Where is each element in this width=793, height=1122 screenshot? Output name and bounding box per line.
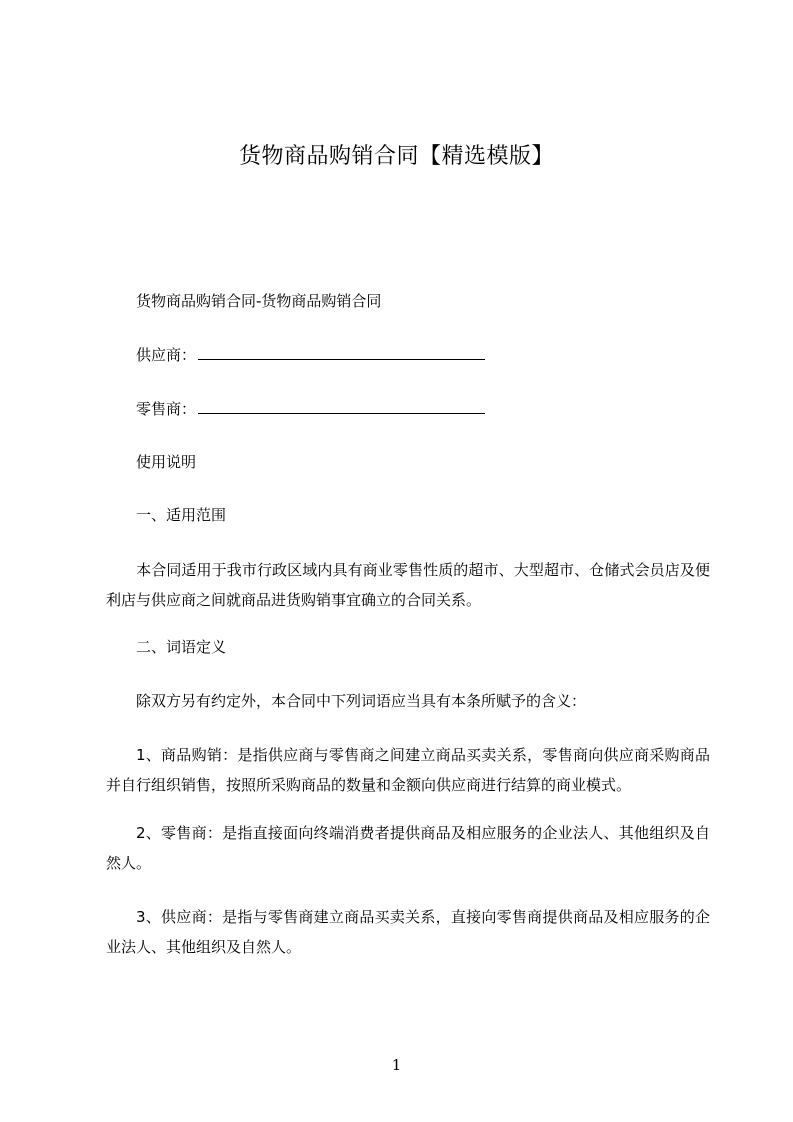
section2-heading: 二、词语定义 (136, 638, 227, 656)
supplier-blank-line[interactable] (198, 343, 485, 360)
definition-item (106, 818, 710, 878)
definition-text: 1、商品购销：是指供应商与零售商之间建立商品买卖关系，零售商向供应商采购商品并自行组织销售，按照所采购商品的数量和金额向供应商进行结算的商业模式。 (106, 746, 710, 794)
definition-text: 2、零售商：是指直接面向终端消费者提供商品及相应服务的企业法人、其他组织及自然人。 (106, 824, 710, 872)
definition-text: 3、供应商：是指与零售商建立商品买卖关系，直接向零售商提供商品及相应服务的企业法人、其他组织及自然人。 (106, 908, 710, 956)
definition-item (106, 740, 710, 800)
document-title: 货物商品购销合同【精选模版】 (238, 144, 554, 169)
retailer-blank-line[interactable] (198, 397, 485, 414)
section1-body-text: 本合同适用于我市行政区域内具有商业零售性质的超市、大型超市、仓储式会员店及便利店与供应商之间就商品进货购销事宜确立的合同关系。 (106, 561, 710, 609)
retailer-label: 零售商： (136, 400, 197, 418)
section1-body (106, 555, 710, 615)
usage-heading: 使用说明 (136, 453, 197, 471)
section2-intro: 除双方另有约定外，本合同中下列词语应当具有本条所赋予的含义： (136, 692, 587, 710)
supplier-field (136, 341, 485, 369)
definition-item (106, 902, 710, 962)
page-number: 1 (391, 1056, 402, 1074)
document-subtitle: 货物商品购销合同-货物商品购销合同 (136, 292, 382, 310)
retailer-field (136, 395, 485, 423)
supplier-label: 供应商： (136, 346, 197, 364)
section1-heading: 一、适用范围 (136, 506, 227, 524)
